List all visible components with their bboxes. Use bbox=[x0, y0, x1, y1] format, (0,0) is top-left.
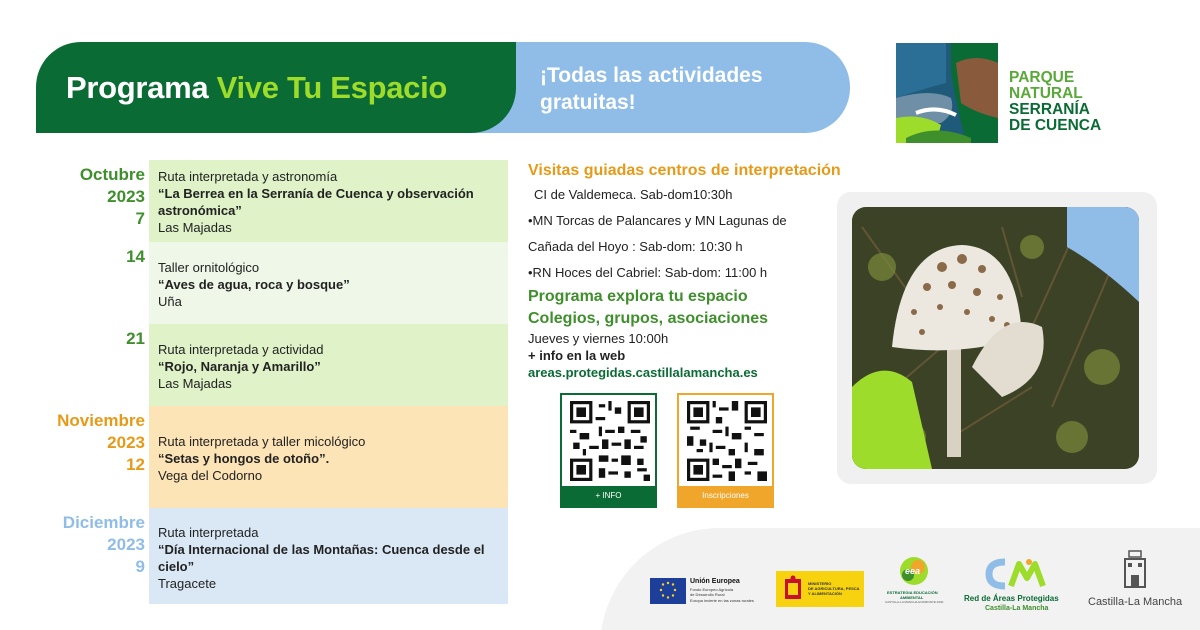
activity-title: “Setas y hongos de otoño”. bbox=[158, 451, 330, 466]
visits-heading: Visitas guiadas centros de interpretación bbox=[528, 162, 841, 179]
park-name-line1: PARQUE bbox=[1009, 69, 1075, 86]
more-info-label: + info en la web bbox=[528, 348, 626, 363]
schedule-day: 12 bbox=[126, 455, 145, 474]
activity-place: Las Majadas bbox=[158, 376, 232, 391]
schedule-month: Noviembre bbox=[57, 411, 145, 430]
schedule-year: 2023 bbox=[107, 433, 145, 452]
jccm-name: Castilla-La Mancha bbox=[1088, 596, 1183, 608]
schedule-year: 2023 bbox=[107, 187, 145, 206]
schedule-date-1 bbox=[30, 164, 145, 230]
schedule-day: 7 bbox=[135, 209, 145, 228]
activity-kind: Ruta interpretada y astronomía bbox=[158, 169, 338, 184]
ministry-line2: DE AGRICULTURA, PESCA bbox=[808, 586, 860, 591]
eea-line1: ESTRATEGIA EDUCACIÓN bbox=[887, 590, 938, 595]
qr-info-label: + INFO bbox=[562, 486, 655, 506]
schedule-day: 21 bbox=[126, 329, 145, 348]
free-activities-text: ¡Todas las actividades gratuitas! bbox=[540, 64, 763, 114]
qr-registration[interactable] bbox=[677, 393, 774, 508]
eu-line1: Fondo Europeo Agrícola bbox=[690, 587, 734, 592]
schedule-day: 14 bbox=[126, 247, 145, 266]
schedule-month: Diciembre bbox=[62, 513, 145, 532]
schedule-date-5 bbox=[30, 512, 145, 578]
ministry-line1: MINISTERIO bbox=[808, 581, 832, 586]
visit-torcas-line2: Cañada del Hoyo : Sab-dom: 10:30 h bbox=[528, 239, 743, 254]
qr-code-icon bbox=[687, 401, 767, 481]
red-areas-line2: Castilla-La Mancha bbox=[985, 605, 1049, 612]
activity-title: “Rojo, Naranja y Amarillo” bbox=[158, 359, 321, 374]
ministry-line3: Y ALIMENTACIÓN bbox=[808, 591, 842, 596]
program-groups-heading: Colegios, grupos, asociaciones bbox=[528, 310, 769, 327]
qr-registration-label: Inscripciones bbox=[679, 486, 772, 506]
eu-flag-icon bbox=[650, 578, 686, 604]
eea-line3: CASTILLA-LA MANCHA HORIZONTE 2030 bbox=[885, 600, 944, 604]
eu-title: Unión Europea bbox=[690, 578, 740, 585]
schedule-date-3 bbox=[30, 328, 145, 350]
red-areas-logo-icon bbox=[983, 556, 1053, 590]
park-name-line3: SERRANÍA bbox=[1009, 101, 1090, 118]
park-name bbox=[1009, 70, 1101, 134]
schedule-item-3 bbox=[149, 324, 508, 406]
qr-info[interactable] bbox=[560, 393, 657, 508]
program-title-prefix: Programa bbox=[66, 70, 209, 105]
schedule-item-2 bbox=[149, 242, 508, 324]
eu-line3: Europa invierte en las zonas rurales bbox=[690, 598, 754, 603]
schedule-item-1 bbox=[149, 160, 508, 242]
visit-torcas-line1: •MN Torcas de Palancares y MN Lagunas de bbox=[528, 213, 787, 228]
schedule-year: 2023 bbox=[107, 535, 145, 554]
info-panel bbox=[528, 160, 848, 381]
activity-title: “La Berrea en la Serranía de Cuenca y observación astronómica” bbox=[158, 186, 474, 218]
schedule-item-4 bbox=[149, 406, 508, 508]
red-areas-line1: Red de Áreas Protegidas bbox=[964, 594, 1059, 603]
park-name-line2: NATURAL bbox=[1009, 85, 1083, 102]
schedule-date-4 bbox=[30, 410, 145, 476]
website-link[interactable]: areas.protegidas.castillalamancha.es bbox=[528, 365, 758, 380]
park-landscape-logo-icon bbox=[896, 43, 998, 143]
schedule-month: Octubre bbox=[79, 165, 145, 184]
schedule-day: 9 bbox=[135, 557, 145, 576]
activity-kind: Taller ornitológico bbox=[158, 260, 260, 275]
eu-line2: de Desarrollo Rural bbox=[690, 592, 725, 597]
program-schedule: Jueves y viernes 10:00h bbox=[528, 331, 669, 346]
activity-place: Las Majadas bbox=[158, 220, 232, 235]
jccm-castle-icon bbox=[1121, 549, 1149, 593]
eea-line2: AMBIENTAL bbox=[900, 595, 924, 600]
activity-kind: Ruta interpretada y taller micológico bbox=[158, 434, 366, 449]
activity-kind: Ruta interpretada y actividad bbox=[158, 342, 324, 357]
eea-mark: eea bbox=[905, 566, 921, 576]
mushroom-photo-icon bbox=[852, 207, 1139, 469]
activity-title: “Día Internacional de las Montañas: Cuenca desde el cielo” bbox=[158, 542, 485, 574]
schedule-date-2 bbox=[30, 246, 145, 268]
activity-place: Tragacete bbox=[158, 576, 217, 591]
qr-code-icon bbox=[570, 401, 650, 481]
program-title-accent: Vive Tu Espacio bbox=[216, 70, 448, 105]
schedule-item-5 bbox=[149, 508, 508, 604]
activity-title: “Aves de agua, roca y bosque” bbox=[158, 277, 350, 292]
activity-place: Vega del Codorno bbox=[158, 468, 263, 483]
activity-kind: Ruta interpretada bbox=[158, 525, 259, 540]
visit-valdemeca: CI de Valdemeca. Sab-dom10:30h bbox=[534, 187, 733, 202]
visit-hoces-cabriel: •RN Hoces del Cabriel: Sab-dom: 11:00 h bbox=[528, 265, 768, 280]
program-explora-heading: Programa explora tu espacio bbox=[528, 288, 748, 305]
park-name-line4: DE CUENCA bbox=[1009, 117, 1102, 134]
program-title bbox=[66, 70, 447, 106]
activity-place: Uña bbox=[158, 294, 182, 309]
spain-shield-icon bbox=[782, 575, 804, 603]
